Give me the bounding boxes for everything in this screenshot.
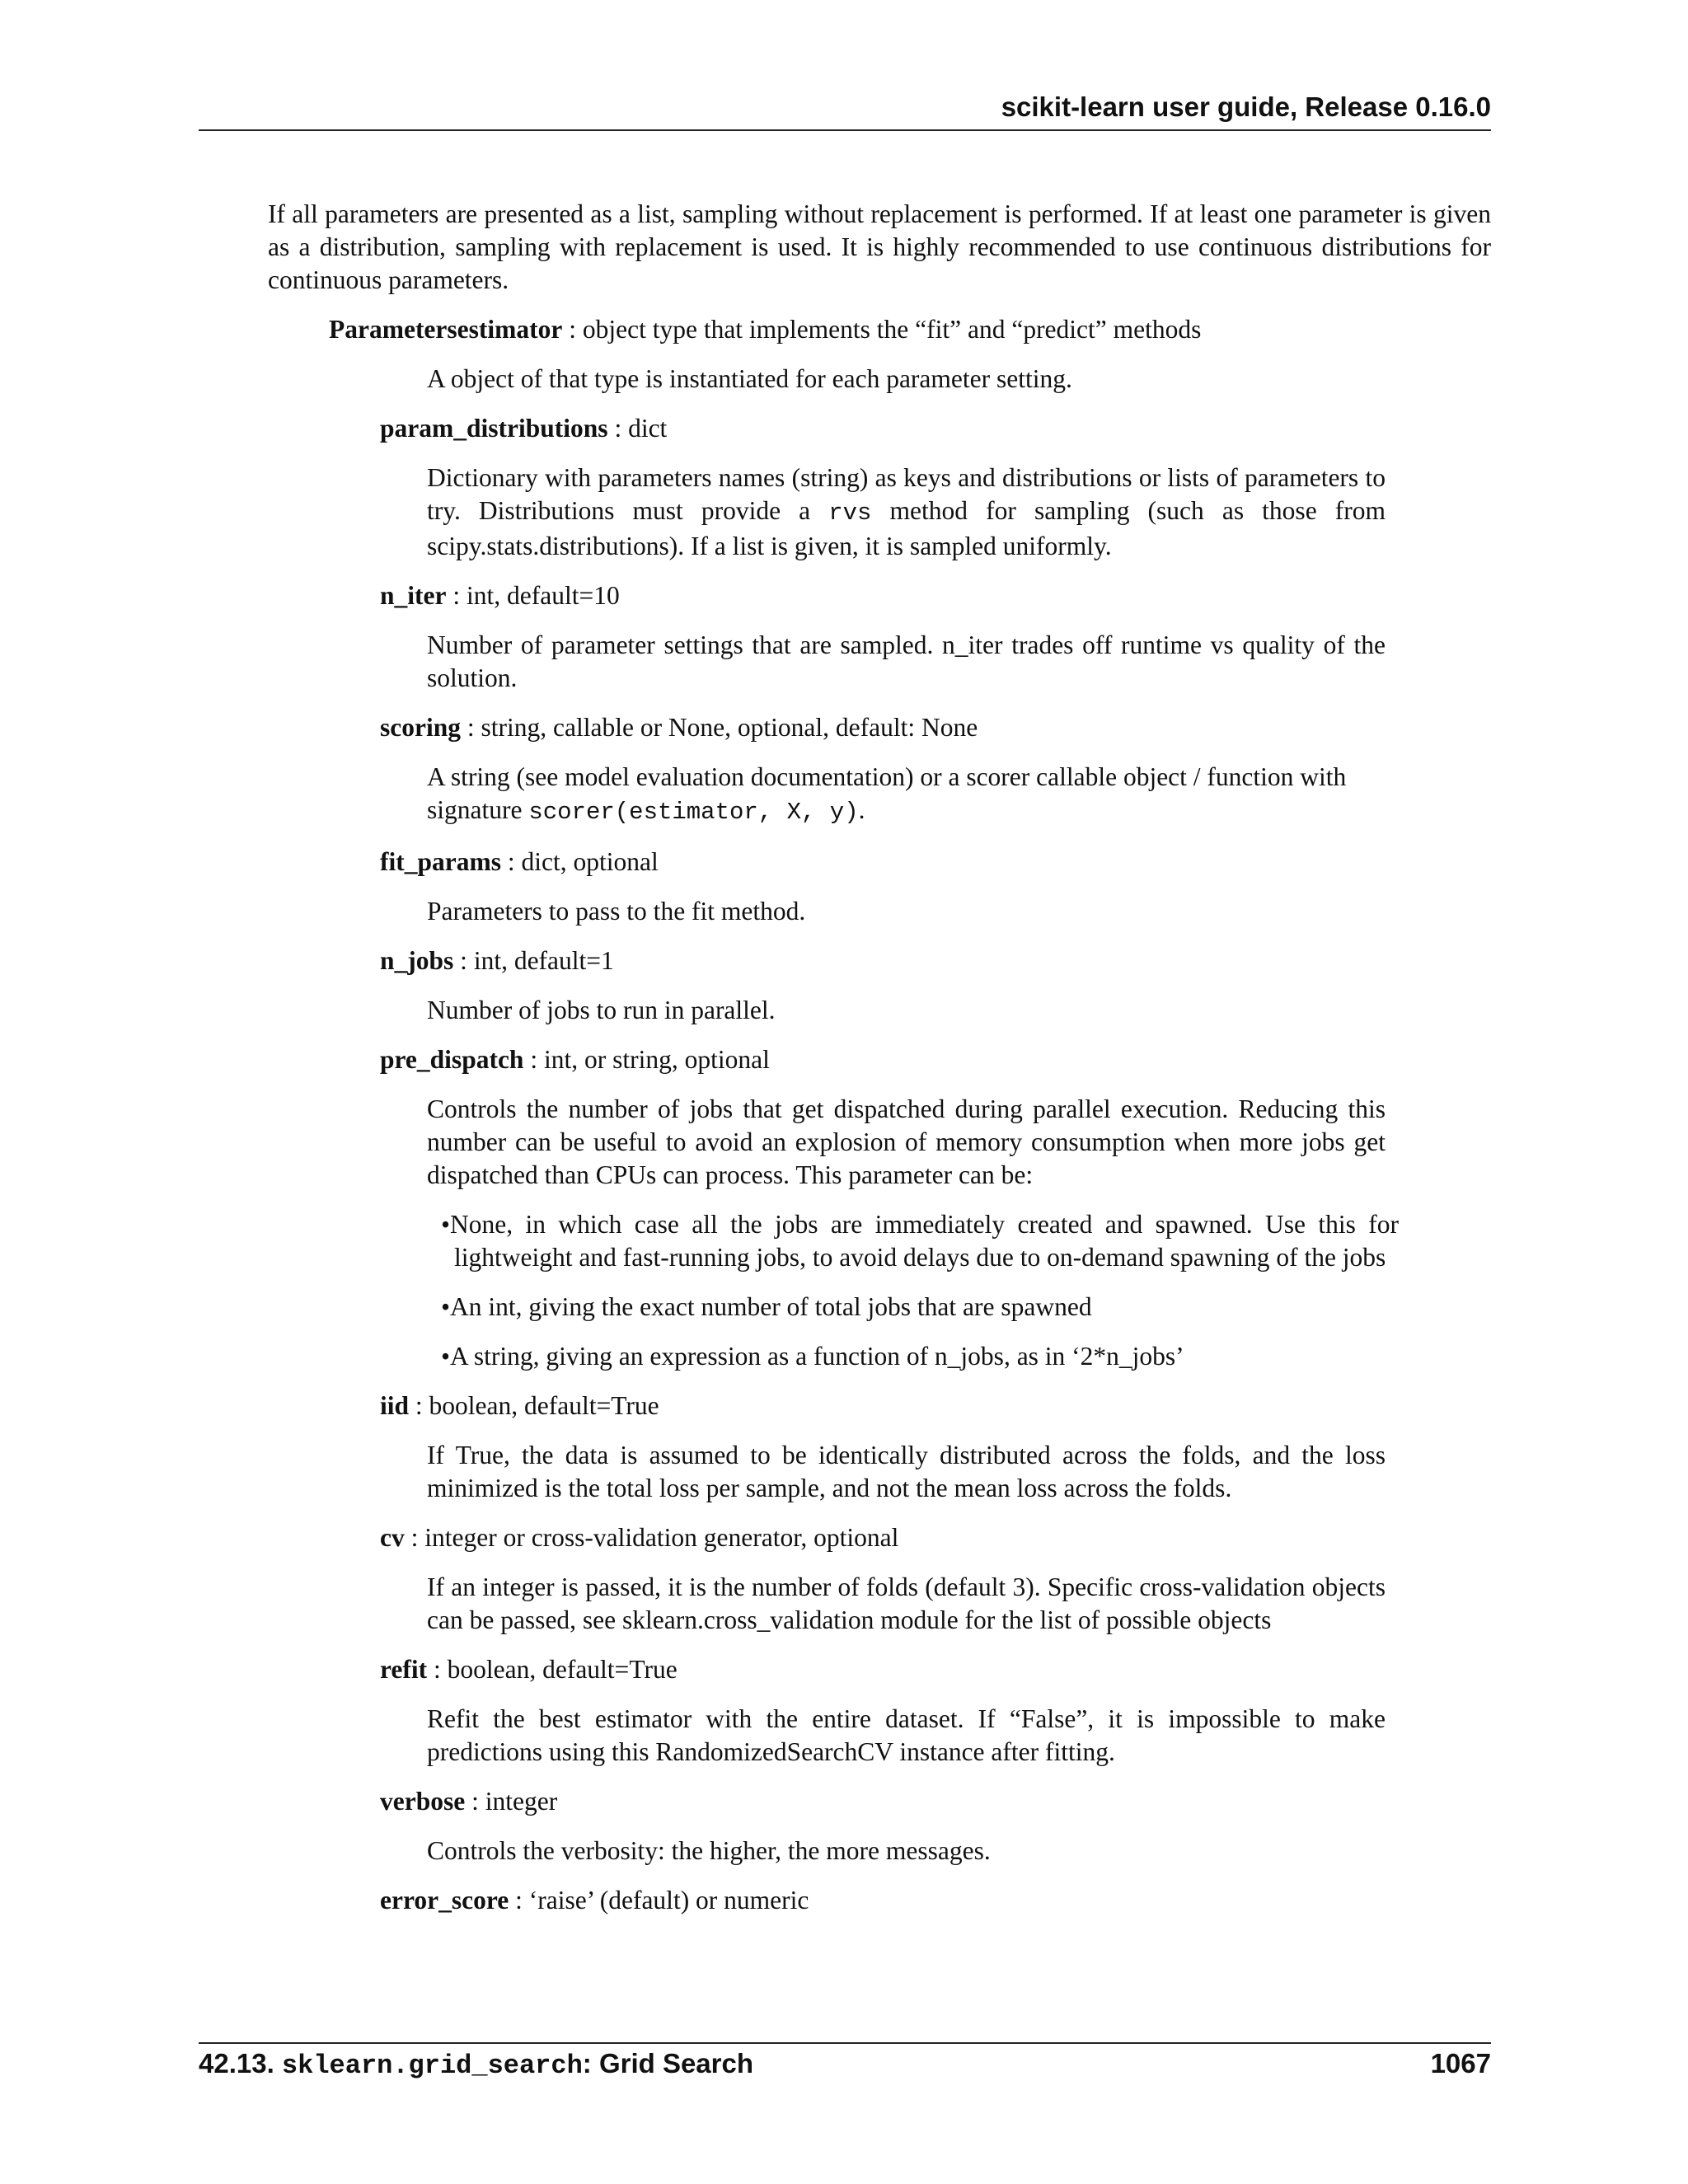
description-text: Dictionary with parameters names (string) as keys and distributions or lists of parameters to try. Distributions must provide a [427,463,1386,525]
param-name: verbose [380,1787,466,1816]
param-description: A object of that type is instantiated for each parameter setting. [427,364,1072,393]
param-description: Number of jobs to run in parallel. [427,996,776,1024]
page-body [268,198,1491,1917]
param-n-iter-line [380,579,1491,612]
section-number: 42.13. [199,2048,282,2079]
param-name: scoring [380,713,461,742]
section-title: : Grid Search [582,2048,754,2079]
param-separator: : [465,1787,485,1816]
param-verbose-line [380,1785,1491,1818]
param-separator: : [446,581,467,610]
param-type: integer [485,1787,558,1816]
param-separator: : [500,847,522,876]
param-pre-dispatch-line [380,1043,1491,1076]
param-description [427,462,1386,563]
param-separator: : [562,315,583,344]
param-separator: : [607,414,629,443]
param-name: n_jobs [380,946,454,975]
param-description: If True, the data is assumed to be identically distributed across the folds, and the loss minimized is the total loss per sample, and not the mean loss across the folds. [427,1441,1386,1502]
param-separator: : [404,1523,425,1552]
param-param-distributions-line [380,412,1491,445]
inline-code: scorer(estimator, X, y) [528,799,859,826]
param-description: Refit the best estimator with the entire dataset. If “False”, it is impossible to make predictions using this RandomizedSearchCV instance after fitting. [427,1704,1386,1766]
param-estimator-line [329,313,1491,346]
bullet-item: •A string, giving an expression as a function of n_jobs, as in ‘2*n_jobs’ [441,1342,1184,1371]
param-cv-line [380,1521,1491,1554]
param-description [427,761,1386,829]
param-name: refit [380,1655,428,1684]
param-separator: : [409,1391,429,1420]
param-refit-line [380,1653,1491,1686]
param-description: Controls the number of jobs that get dispatched during parallel execution. Reducing this number can be useful to avoid an explosion of memory consumption when more jobs get dispatched than CPUs can process. This parameter can be: [427,1094,1386,1189]
param-n-jobs-line [380,944,1491,977]
bullet-item: •An int, giving the exact number of total jobs that are spawned [441,1292,1092,1321]
param-separator: : [453,946,474,975]
inline-code: rvs [828,499,872,527]
description-text: A string (see model evaluation documentation) or a scorer callable object / function with signature [427,762,1347,824]
module-name: sklearn.grid_search [281,2050,583,2081]
param-description: Number of parameter settings that are sampled. n_iter trades off runtime vs quality of the solution. [427,630,1386,692]
param-type: boolean, default=True [447,1655,678,1684]
header-rule [199,129,1491,131]
param-name: Parametersestimator [329,315,563,344]
param-name: pre_dispatch [380,1045,524,1074]
param-error-score-line [380,1884,1491,1917]
param-type: int, default=1 [473,946,614,975]
param-type: string, callable or None, optional, default: None [481,713,978,742]
param-name: iid [380,1391,410,1420]
param-type: dict [628,414,668,443]
running-header: scikit-learn user guide, Release 0.16.0 [1001,91,1491,122]
param-type: dict, optional [521,847,659,876]
page-number: 1067 [1430,2048,1491,2079]
param-separator: : [461,713,481,742]
param-scoring-line [380,711,1491,744]
param-name: fit_params [380,847,501,876]
param-description: If an integer is passed, it is the number of folds (default 3). Specific cross-validation objects can be passed, see sklearn.cross_validation module for the list of possible objects [427,1572,1386,1634]
param-description: Parameters to pass to the fit method. [427,897,806,926]
page-footer [199,2047,1491,2080]
param-description: Controls the verbosity: the higher, the more messages. [427,1836,991,1865]
param-separator: : [509,1886,529,1915]
param-type: int, or string, optional [543,1045,770,1074]
param-type: boolean, default=True [429,1391,659,1420]
footer-rule [199,2042,1491,2044]
param-type: int, default=10 [467,581,620,610]
param-name: param_distributions [380,414,608,443]
param-iid-line [380,1390,1491,1422]
param-fit-params-line [380,846,1491,879]
param-separator: : [427,1655,448,1684]
param-name: n_iter [380,581,447,610]
param-name: error_score [380,1886,509,1915]
bullet-item: •None, in which case all the jobs are immediately created and spawned. Use this for lightweight and fast-running jobs, to avoid delays due to on-demand spawning of the jobs [441,1210,1399,1272]
param-name: cv [380,1523,405,1552]
description-text: method for sampling (such as those from scipy.stats.distributions). If a list is given, it is sampled uniformly. [427,496,1386,560]
param-type: ‘raise’ (default) or numeric [528,1886,809,1915]
param-type: integer or cross-validation generator, optional [424,1523,899,1552]
description-text: . [858,795,865,824]
footer-section-title [199,2047,753,2083]
param-separator: : [523,1045,544,1074]
param-type: object type that implements the “fit” and “predict” methods [582,315,1202,344]
intro-paragraph: If all parameters are presented as a list, sampling without replacement is performed. If at least one parameter is given as a distribution, sampling with replacement is used. It is highly recommended to use continuous distributions for continuous parameters. [268,199,1491,294]
